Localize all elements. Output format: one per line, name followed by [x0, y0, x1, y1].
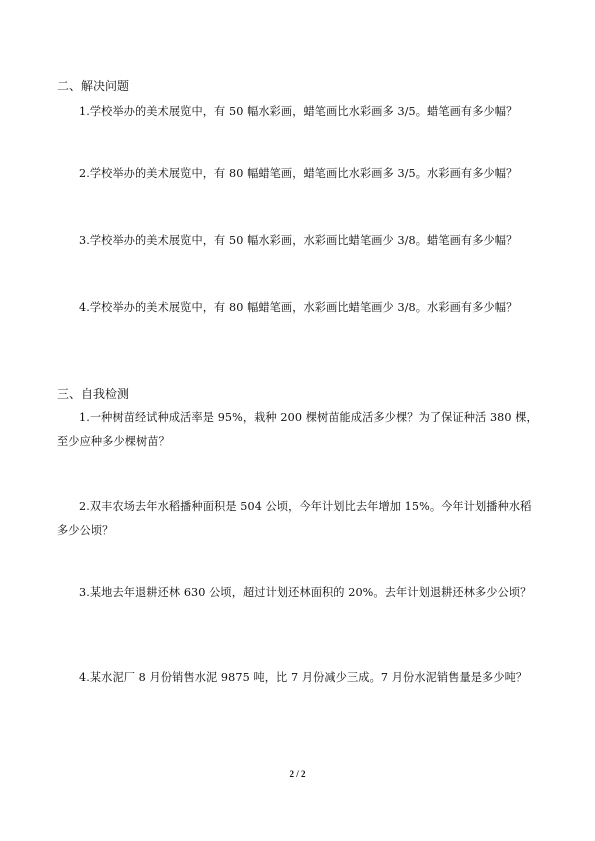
solve-question-3: 3.学校举办的美术展览中，有 50 幅水彩画，水彩画比蜡笔画少 3/8。蜡笔画有多少幅？: [79, 234, 518, 247]
solve-question-2: 2.学校举办的美术展览中，有 80 幅蜡笔画，蜡笔画比水彩画多 3/5。水彩画有多少幅？: [79, 167, 518, 180]
solve-question-4: 4.学校举办的美术展览中，有 80 幅蜡笔画，水彩画比蜡笔画少 3/8。水彩画有多少幅？: [79, 301, 518, 314]
solve-question-1: 1.学校举办的美术展览中，有 50 幅水彩画，蜡笔画比水彩画多 3/5。蜡笔画有多少幅？: [79, 105, 518, 118]
self-check-question-3: 3.某地去年退耕还林 630 公顷，超过计划还林面积的 20%。去年计划退耕还林多少公顷？: [79, 586, 532, 599]
section-title-self-check: 三、自我检测: [57, 387, 130, 401]
section-title-solve-problems: 二、解决问题: [57, 79, 130, 93]
page-number: 2 / 2: [289, 769, 306, 779]
self-check-question-4: 4.某水泥厂 8 月份销售水泥 9875 吨，比 7 月份减少三成。7 月份水泥销售量是多少吨？: [79, 671, 528, 684]
self-check-question-2: 2.双丰农场去年水稻播种面积是 504 公顷，今年计划比去年增加 15%。今年计划播种水稻多少公顷？: [57, 500, 532, 537]
self-check-question-1: 1.一种树苗经试种成活率是 95%，栽种 200 棵树苗能成活多少棵？为了保证种活 380 棵，至少应种多少棵树苗？: [57, 411, 538, 448]
